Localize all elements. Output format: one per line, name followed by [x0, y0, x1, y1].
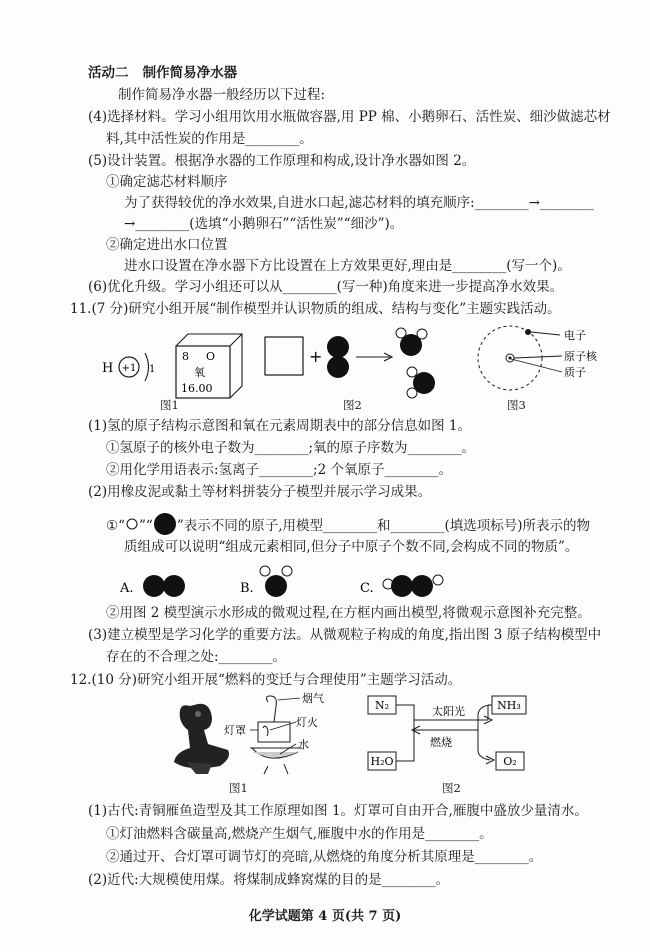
option-c-small-2 — [433, 575, 443, 585]
sunlight-label: 太阳光 — [432, 705, 465, 718]
q11-part1: (1)氢的原子结构示意图和氧在元素周期表中的部分信息如图 1。 — [88, 418, 472, 434]
q11-fig1-caption: 图1 — [160, 398, 179, 412]
bronze-lamp-photo — [174, 704, 229, 774]
q5-sub1-line-a: 为了获得较优的净水效果,自进水口起,滤芯材料的填充顺序:________→________ — [124, 195, 594, 211]
flame-label: 灯火 — [296, 716, 318, 729]
q5-sub1: ①确定滤芯材料顺序 — [106, 174, 228, 190]
option-b-center — [265, 575, 287, 597]
q12-stem: 12.(10 分)研究小组开展“燃料的变迁与合理使用”主题学习活动。 — [70, 672, 462, 688]
option-a-label: A. — [120, 581, 134, 596]
hydrogen-shell-arc — [145, 353, 149, 381]
burn-label: 燃烧 — [430, 736, 452, 749]
hydrogen-symbol: H — [102, 361, 114, 376]
element-symbol: O — [206, 350, 216, 363]
q12-part2: (2)近代:大规模使用煤。将煤制成蜂窝煤的目的是________。 — [88, 872, 450, 888]
q12-fig1-caption: 图1 — [229, 781, 248, 795]
water-molecule-2-h1 — [407, 367, 417, 377]
option-a-atom-2 — [163, 575, 185, 597]
atomic-mass: 16.00 — [181, 382, 213, 395]
oxygen-atom-1 — [327, 336, 349, 358]
model-options — [120, 560, 450, 602]
q11-fig3-caption: 图3 — [507, 398, 526, 412]
q11-figure-2 — [262, 323, 447, 403]
option-b-small-2 — [282, 566, 292, 576]
electron-label: 电子 — [564, 329, 586, 342]
q12-fig2-caption: 图2 — [442, 781, 461, 795]
q11-part3-a: (3)建立模型是学习化学的重要方法。从微观粒子构成的角度,指出图 3 原子结构模型中 — [88, 627, 602, 643]
hydrogen-shell-electrons: 1 — [149, 364, 156, 375]
option-c-atom-2 — [411, 575, 433, 597]
q12-figure-2 — [360, 690, 550, 780]
q11-figure-1 — [102, 328, 252, 403]
q11-part2-1: ①“ ”“ ”表示不同的原子,用模型________和________(填选项标号)所表示的物 — [106, 512, 590, 536]
q4-line2: 料,其中活性炭的作用是________。 — [106, 131, 313, 147]
water-molecule-1-h2 — [417, 329, 427, 339]
option-c-atom-1 — [391, 575, 413, 597]
lampshade-label: 灯罩 — [224, 724, 246, 737]
activity-intro: 制作简易净水器一般经历以下过程: — [118, 87, 326, 103]
empty-model-box — [265, 337, 303, 375]
q5-sub2: ②确定进出水口位置 — [106, 237, 228, 253]
option-a-atom-1 — [143, 575, 165, 597]
q11-stem: 11.(7 分)研究小组开展“制作模型并认识物质的组成、结构与变化”主题实践活动。 — [70, 301, 561, 317]
q5-sub2-line-a: 进水口设置在净水器下方比设置在上方效果更好,理由是________(写一个)。 — [124, 258, 571, 274]
h2o-label: H₂O — [370, 755, 394, 768]
q12-part1-1: ①灯油燃料含碳量高,燃烧产生烟气,雁腹中水的作用是________。 — [106, 826, 493, 842]
atomic-number: 8 — [182, 350, 189, 363]
option-b-label: B. — [240, 581, 254, 596]
q12-figure-1 — [168, 692, 328, 778]
option-c-label: C. — [360, 581, 374, 596]
water-molecule-2-h2 — [407, 388, 417, 398]
q11-figure-3 — [470, 320, 620, 400]
lamp-schematic — [250, 696, 302, 774]
black-atom-icon — [153, 512, 177, 536]
water-molecule-1-h1 — [396, 328, 406, 338]
q11-fig2-caption: 图2 — [343, 398, 362, 412]
o2-label: O₂ — [503, 755, 517, 768]
q11-part2-2: ②用图 2 模型演示水形成的微观过程,在方框内画出模型,将微观示意图补充完整。 — [106, 605, 591, 621]
q6-line: (6)优化升级。学习小组还可以从________(写一种)角度来进一步提高净水效果。 — [88, 279, 564, 295]
element-name: 氧 — [194, 366, 205, 379]
oxygen-atom-2 — [327, 356, 349, 378]
white-atom-icon — [125, 517, 139, 531]
q11-part3-b: 存在的不合理之处:________。 — [106, 649, 287, 665]
nh3-label: NH₃ — [497, 699, 521, 712]
q5-line: (5)设计装置。根据净水器的工作原理和构成,设计净水器如图 2。 — [88, 153, 476, 169]
q11-part1-2: ②用化学用语表示:氢离子________;2 个氧原子________。 — [106, 462, 452, 478]
page-footer: 化学试题第 4 页(共 7 页) — [248, 909, 402, 924]
n2-label: N₂ — [374, 699, 390, 712]
smoke-label: 烟气 — [302, 692, 324, 705]
nucleus-label: 原子核 — [564, 350, 597, 363]
q11-part1-1: ①氢原子的核外电子数为________;氧的原子序数为________。 — [106, 440, 476, 456]
activity-heading: 活动二 制作简易净水器 — [88, 65, 238, 81]
q12-part1-2: ②通过开、合灯罩可调节灯的亮暗,从燃烧的角度分析其原理是________。 — [106, 849, 543, 865]
q5-sub1-line-b: →________(选填“小鹅卵石”“活性炭”“细沙”)。 — [124, 216, 404, 232]
activity-title: 制作简易净水器 — [142, 65, 238, 81]
q11-part2-1-cont: 质组成可以说明“组成元素相同,但分子中原子个数不同,会构成不同的物质”。 — [124, 539, 579, 555]
water-label: 水 — [298, 738, 309, 751]
hydrogen-nucleus-charge: +1 — [121, 363, 137, 374]
q11-part2: (2)用橡皮泥或黏土等材料拼装分子模型并展示学习成果。 — [88, 484, 432, 500]
proton-label: 质子 — [564, 366, 586, 379]
q12-part1: (1)古代:青铜雁鱼造型及其工作原理如图 1。灯罩可自由开合,雁腹中盛放少量清水。 — [88, 803, 588, 819]
q4-line1: (4)选择材料。学习小组用饮用水瓶做容器,用 PP 棉、小鹅卵石、活性炭、细沙做滤芯材 — [88, 109, 611, 125]
svg-text:+: + — [309, 347, 323, 366]
electron-dot — [525, 329, 531, 335]
option-b-small-1 — [260, 566, 270, 576]
